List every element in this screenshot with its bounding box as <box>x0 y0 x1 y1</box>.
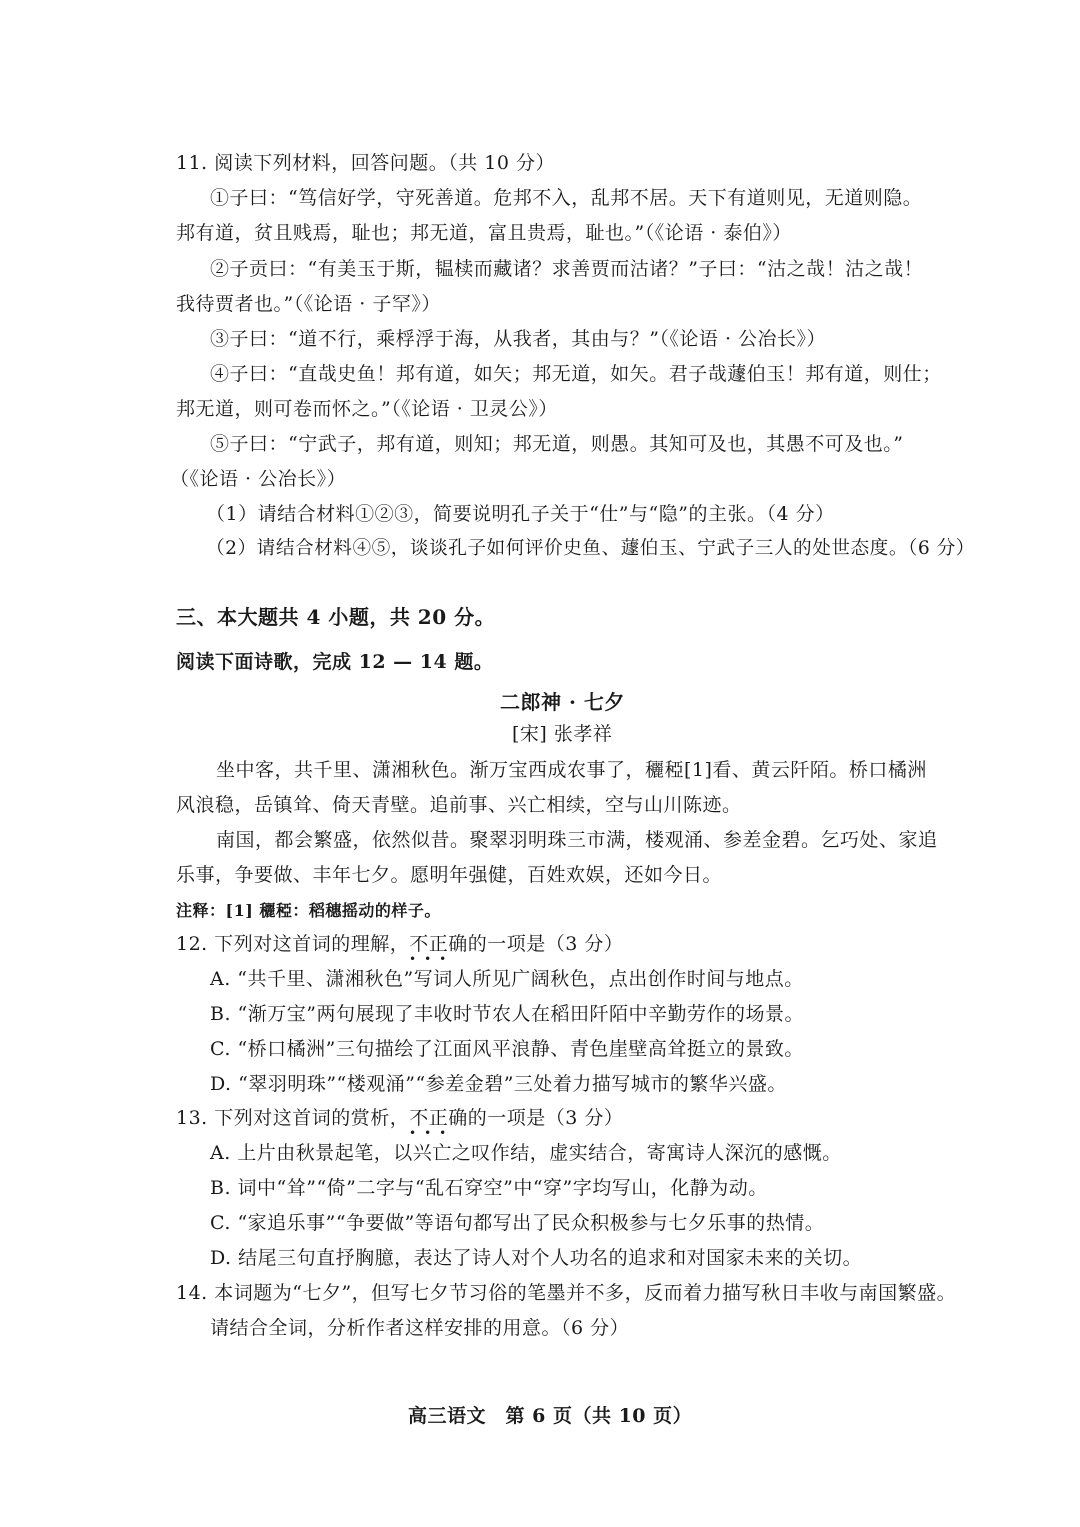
q11-material-1-line-2: 邦有道，贫且贱焉，耻也；邦无道，富且贵焉，耻也。”（《论语 · 泰伯》） <box>176 222 792 244</box>
q11-material-2-line-2: 我待贾者也。”（《论语 · 子罕》） <box>176 293 441 315</box>
section-3-heading: 三、本大题共 4 小题，共 20 分。 <box>176 605 496 629</box>
poem-stanza-1-line-2: 风浪稳，岳镇耸、倚天青壁。追前事、兴亡相续，空与山川陈迹。 <box>176 794 742 816</box>
q11-material-4-line-2: 邦无道，则可卷而怀之。”（《论语 · 卫灵公》） <box>176 398 558 420</box>
q11-material-1-line-1: ①子曰：“笃信好学，守死善道。危邦不入，乱邦不居。天下有道则见，无道则隐。 <box>210 187 923 209</box>
q14-line-1: 14. 本词题为“七夕”，但写七夕节习俗的笔墨并不多，反而着力描写秋日丰收与南国繁盛。 <box>176 1282 957 1304</box>
q12-option-b: B. “渐万宝”两句展现了丰收时节农人在稻田阡陌中辛勤劳作的场景。 <box>210 1003 804 1025</box>
q11-subquestion-2: （2）请结合材料④⑤，谈谈孔子如何评价史鱼、蘧伯玉、宁武子三人的处世态度。（6 分） <box>206 538 975 559</box>
poem-author: [宋] 张孝祥 <box>512 723 613 745</box>
q13-emphasis-dots: ••• <box>409 1126 455 1140</box>
q11-material-5-line-1: ⑤子曰：“宁武子，邦有道，则知；邦无道，则愚。其知可及也，其愚不可及也。” <box>210 433 904 455</box>
poem-title: 二郎神 · 七夕 <box>500 690 625 714</box>
q12-emphasis-dots: ••• <box>409 952 455 966</box>
q11-material-2-line-1: ②子贡曰：“有美玉于斯，韫椟而藏诸？求善贾而沽诸？”子曰：“沽之哉！沽之哉！ <box>210 258 924 280</box>
poem-stanza-2-line-2: 乐事，争要做、丰年七夕。愿明年强健，百姓欢娱，还如今日。 <box>176 864 723 886</box>
page-footer: 高三语文 第 6 页（共 10 页） <box>408 1405 693 1427</box>
poem-stanza-1-line-1: 坐中客，共千里、潇湘秋色。渐万宝西成农事了，穲稏[1]看、黄云阡陌。桥口橘洲 <box>216 759 927 781</box>
section-3-instruction: 阅读下面诗歌，完成 12 — 14 题。 <box>176 651 494 673</box>
q13-option-d: D. 结尾三句直抒胸臆，表达了诗人对个人功名的追求和对国家未来的关切。 <box>210 1247 863 1269</box>
q12-option-c: C. “桥口橘洲”三句描绘了江面风平浪静、青色崖壁高耸挺立的景致。 <box>210 1038 804 1060</box>
q14-line-2: 请结合全词，分析作者这样安排的用意。（6 分） <box>210 1317 630 1339</box>
poem-stanza-2-line-1: 南国，都会繁盛，依然似昔。聚翠羽明珠三市满，楼观涌、参差金碧。乞巧处、家追 <box>216 829 938 851</box>
q13-option-a: A. 上片由秋景起笔，以兴亡之叹作结，虚实结合，寄寓诗人深沉的感慨。 <box>210 1142 842 1164</box>
q12-option-a: A. “共千里、潇湘秋色”写词人所见广阔秋色，点出创作时间与地点。 <box>210 968 804 990</box>
q13-stem: 13. 下列对这首词的赏析，不正确的一项是（3 分） <box>176 1107 624 1129</box>
q12-stem: 12. 下列对这首词的理解，不正确的一项是（3 分） <box>176 933 624 955</box>
poem-note: 注释：[1] 穲稏：稻穗摇动的样子。 <box>176 901 441 920</box>
q11-material-4-line-1: ④子曰：“直哉史鱼！邦有道，如矢；邦无道，如矢。君子哉蘧伯玉！邦有道，则仕； <box>210 363 942 385</box>
q13-option-c: C. “家追乐事”“争要做”等语句都写出了民众积极参与七夕乐事的热情。 <box>210 1212 825 1234</box>
q13-option-b: B. 词中“耸”“倚”二字与“乱石穿空”中“穿”字均写山，化静为动。 <box>210 1177 768 1199</box>
q11-material-5-line-2: （《论语 · 公冶长》） <box>170 468 347 490</box>
q11-stem: 11. 阅读下列材料，回答问题。（共 10 分） <box>176 152 556 174</box>
q11-subquestion-1: （1）请结合材料①②③，简要说明孔子关于“仕”与“隐”的主张。（4 分） <box>206 503 835 525</box>
q11-material-3-line-1: ③子曰：“道不行，乘桴浮于海，从我者，其由与？”（《论语 · 公冶长》） <box>210 328 827 350</box>
q12-option-d: D. “翠羽明珠”“楼观涌”“参差金碧”三处着力描写城市的繁华兴盛。 <box>210 1073 787 1095</box>
